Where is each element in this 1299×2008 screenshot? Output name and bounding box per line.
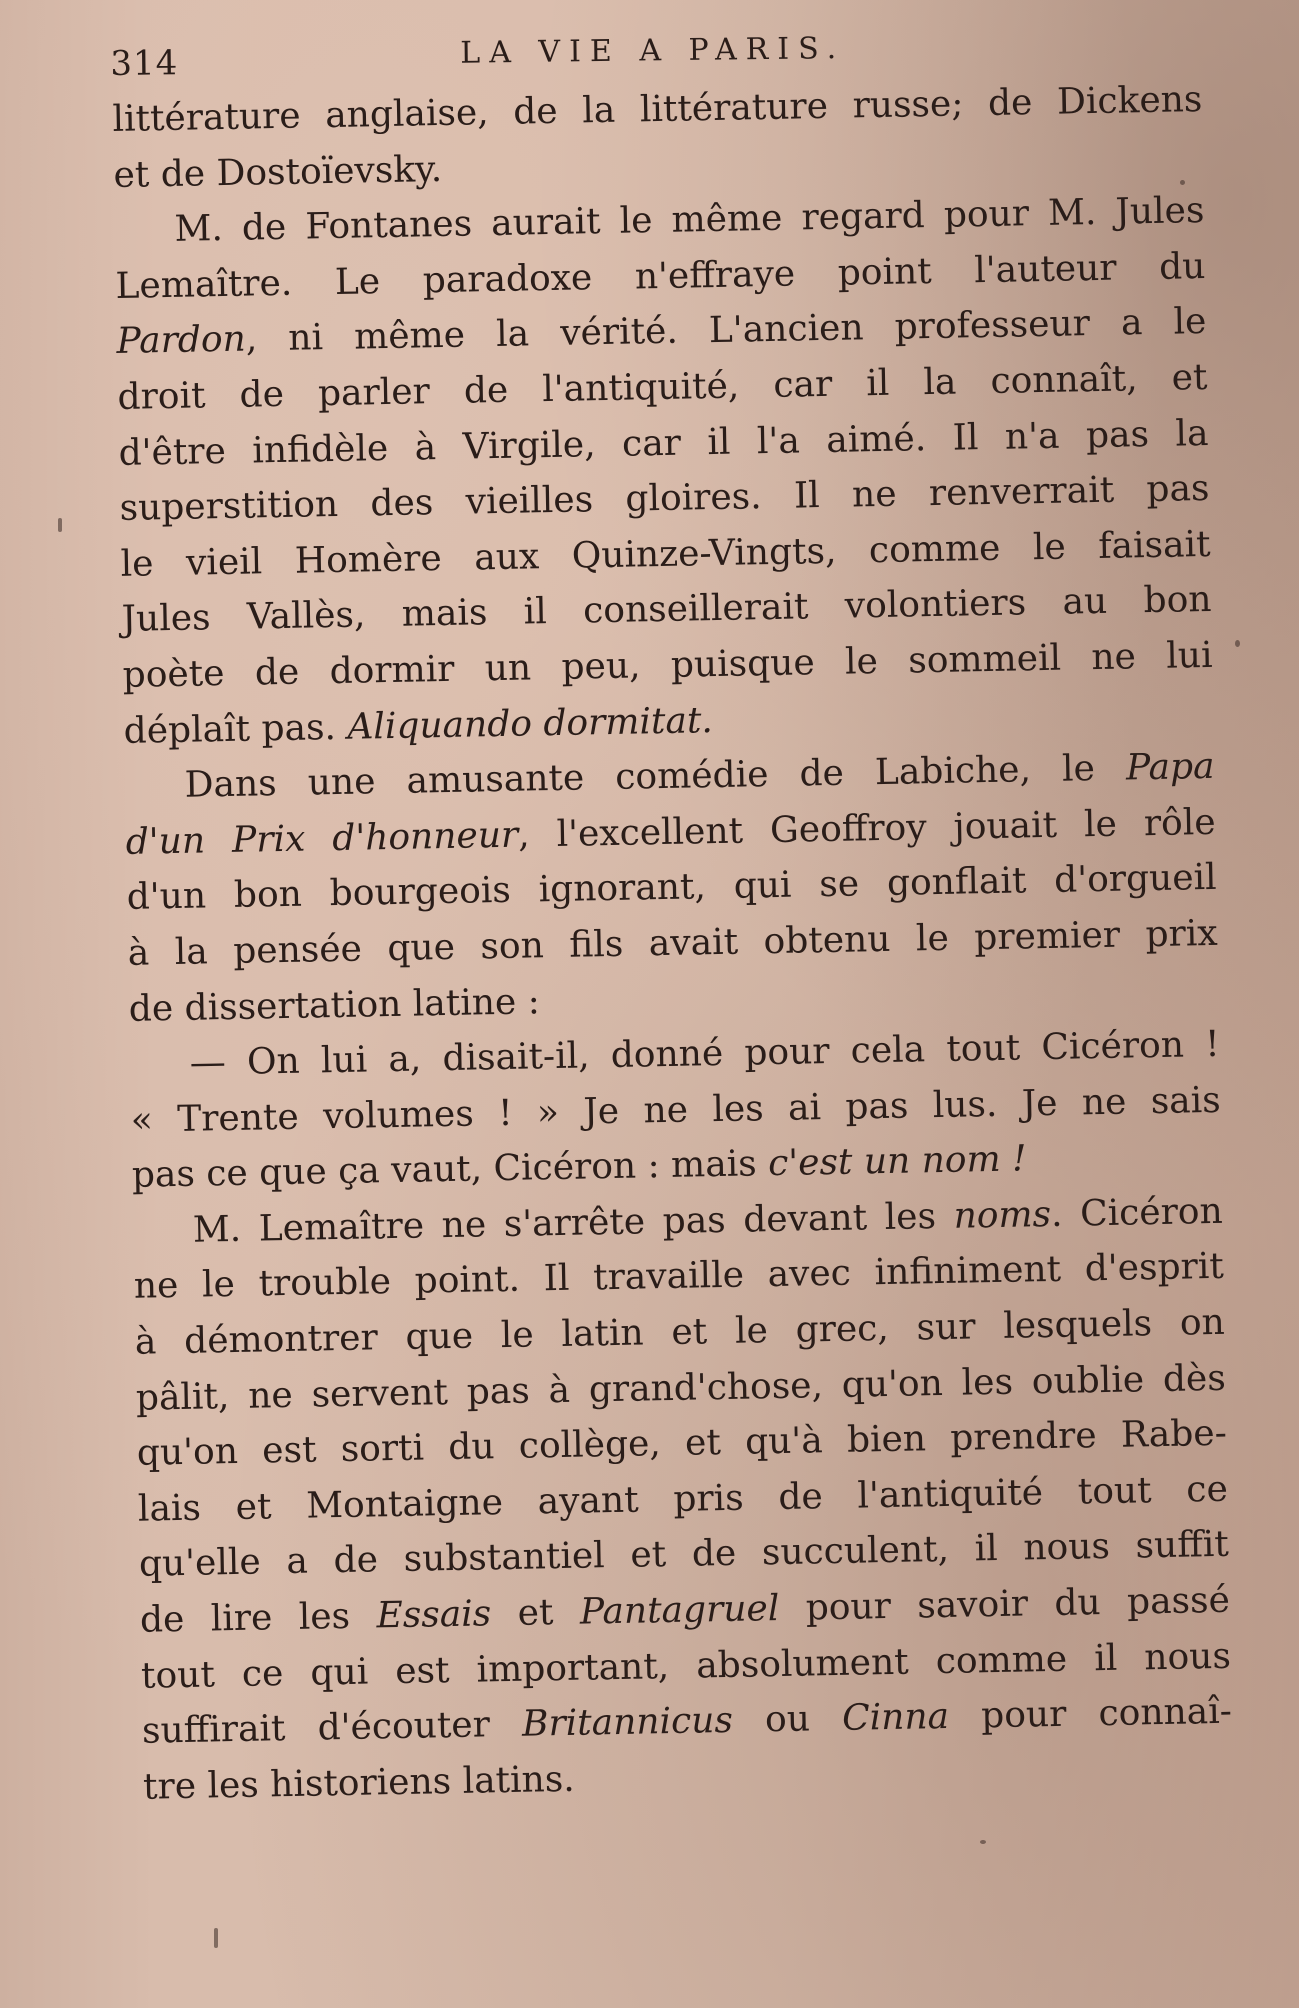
text-line: pâlit, ne servent pas à grand'chose, qu'on les oublie dès [135,1357,1227,1419]
paper-speck [1180,180,1185,185]
text-run: M. Lemaître ne s'arrête pas devant les [192,1195,954,1251]
text-line: superstition des vieilles gloires. Il ne renverrait pas [119,468,1210,530]
text-line: « Trente volumes ! » Je ne les ai pas lus. Je ne sais [130,1079,1222,1141]
italic-title: Cinna [841,1696,950,1740]
text-line: lais et Montaigne ayant pris de l'antiquité tout ce [137,1468,1229,1530]
italic-title: d'un Prix d'honneur [125,814,519,863]
text-line: tout ce qui est important, absolument comme il nous [140,1635,1232,1697]
text-line: le vieil Homère aux Quinze-Vingts, comme le faisait [120,523,1211,585]
text-run: et [490,1591,581,1635]
page-number: 314 [110,43,179,84]
text-line: à démontrer que le latin et le grec, sur lesquels on [134,1301,1226,1363]
text-run: pour connaî- [948,1690,1233,1738]
paper-speck [1235,640,1240,647]
text-run: déplaît pas. [123,706,348,752]
text-run: , l'excellent Geoffroy jouait le rôle [517,801,1216,856]
text-line: littérature anglaise, de la littérature russe; de Dickens [112,79,1203,140]
text-run: pas ce que ça vaut, Cicéron : mais [131,1143,769,1197]
text-line: qu'elle a de substantiel et de succulent, il nous suffit [138,1524,1230,1586]
text-line: d'un bon bourgeois ignorant, qui se gonflait d'orgueil [126,857,1217,919]
paper-speck [214,1928,218,1948]
italic-quote: Aliquando dormitat. [346,699,714,748]
italic-title: Britannicus [521,1700,734,1745]
text-line: d'être infidèle à Virgile, car il l'a aimé. Il n'a pas la [118,412,1209,474]
text-line: et de Dostoïevsky. [113,148,443,196]
text-line: Lemaître. Le paradoxe n'effraye point l'auteur du [115,245,1206,307]
text-run: . Cicéron [1050,1190,1224,1235]
text-run: Dans une amusante comédie de Labiche, le [184,747,1127,806]
text-line: de dissertation latine : [128,980,541,1030]
italic-title: Pardon [116,318,247,363]
italic-title: Papa [1125,746,1215,789]
italic-title: Essais [376,1593,492,1637]
text-run: ou [732,1698,843,1742]
text-run: de lire les [139,1595,377,1641]
text-line: droit de parler de l'antiquité, car il la connaît, et [117,356,1208,418]
text-run: suffirait d'écouter [141,1703,523,1752]
text-line: qu'on est sorti du collège, et qu'à bien prendre Rabe- [136,1413,1228,1475]
text-line: poète de dormir un peu, puisque le sommeil ne lui [122,634,1213,696]
text-line: tre les historiens latins. [142,1758,576,1808]
paper-speck [58,518,62,532]
text-line: ne le trouble point. Il travaille avec infiniment d'esprit [133,1246,1225,1308]
paragraph-start-line: M. de Fontanes aurait le même regard pour M. Jules [174,190,1205,251]
running-title: LA VIE A PARIS. [460,31,846,71]
italic-title: Pantagruel [579,1588,780,1633]
italic-emphasis: noms [953,1193,1052,1237]
italic-emphasis: c'est un nom ! [767,1138,1027,1185]
paper-speck [980,1840,986,1844]
body-text [112,72,1233,1815]
text-line: à la pensée que son fils avait obtenu le premier prix [127,912,1218,974]
text-line: Jules Vallès, mais il conseillerait volontiers au bon [121,579,1212,641]
text-run: pour savoir du passé [778,1579,1231,1630]
text-run: , ni même la vérité. L'ancien professeur a le [245,301,1207,360]
paragraph-start-line: — On lui a, disait-il, donné pour cela tout Cicéron ! [189,1023,1221,1084]
